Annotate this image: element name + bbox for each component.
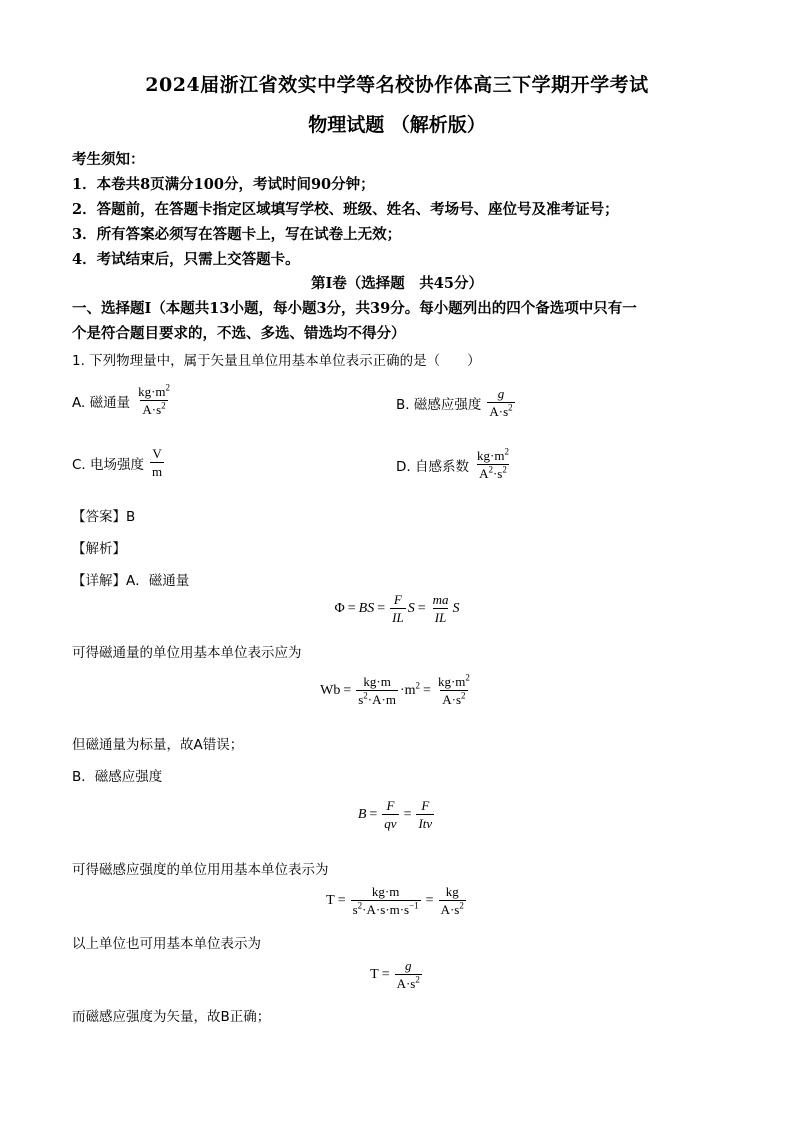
option-a-fraction: $\frac{kg\cdot m^2}{A\cdot s^2}$ xyxy=(138,382,171,417)
answer-line: 【答案】B xyxy=(72,509,136,525)
explanation-text-1: 可得磁通量的单位用基本单位表示应为 xyxy=(72,645,302,661)
notice-heading: 考生须知： xyxy=(72,151,145,168)
option-c-label: C. 电场强度 xyxy=(72,456,145,473)
option-b xyxy=(396,386,517,419)
document-title: 2024届浙江省效实中学等名校协作体高三下学期开学考试 xyxy=(145,74,649,96)
equation-tesla: T = $\frac{kg\cdot m}{s^2\cdot A\cdot s\cdot m\cdot s^{-1}}$ = $\frac{kg}{A\cdot s^2}$ xyxy=(326,884,464,917)
explanation-text-4: 可得磁感应强度的单位用用基本单位表示为 xyxy=(72,862,329,878)
explanation-text-5: 以上单位也可用基本单位表示为 xyxy=(72,936,261,952)
notice-item-3: 3．所有答案必须写在答题卡上，写在试卷上无效； xyxy=(72,226,402,243)
explanation-text-3: B．磁感应强度 xyxy=(72,769,163,785)
analysis-label: 【解析】 xyxy=(72,541,126,557)
section-intro-line1: 一、选择题Ⅰ（本题共13小题，每小题3分，共39分。每小题列出的四个备选项中只有一 xyxy=(72,300,637,317)
option-b-label: B. 磁感应强度 xyxy=(396,396,482,413)
document-subtitle: 物理试题 （解析版） xyxy=(308,114,486,136)
equation-weber: Wb = $\frac{kg\cdot m}{s^2\cdot A\cdot m}$ $\cdot m^2$ = $\frac{kg\cdot m^2}{A\cdot s^2}$ xyxy=(320,672,470,707)
notice-item-2: 2．答题前，在答题卡指定区域填写学校、班级、姓名、考场号、座位号及准考证号； xyxy=(72,201,619,218)
equation-tesla-alt: T = $\frac{g}{A\cdot s^2}$ xyxy=(370,958,420,991)
equation-flux: Φ = BS = $\frac{F}{IL}$ S = $\frac{ma}{IL}$ S xyxy=(334,592,460,625)
option-d xyxy=(396,448,513,481)
section-header: 第Ⅰ卷（选择题 共45分） xyxy=(311,275,483,292)
option-a xyxy=(72,384,174,417)
detail-line: 【详解】A．磁通量 xyxy=(72,573,190,589)
question-stem: 1. 下列物理量中，属于矢量且单位用基本单位表示正确的是（ ） xyxy=(72,353,481,369)
option-d-label: D. 自感系数 xyxy=(396,458,469,475)
option-a-label: A. 磁通量 xyxy=(72,394,131,411)
option-c xyxy=(72,446,166,479)
option-d-fraction: $\frac{kg\cdot m^2}{A^2\cdot s^2}$ xyxy=(476,446,509,481)
notice-item-1: 1．本卷共8页满分100分，考试时间90分钟； xyxy=(72,176,375,193)
equation-field: B = $\frac{F}{qv}$ = $\frac{F}{\text{Itv}}$ xyxy=(357,798,433,831)
notice-item-4: 4．考试结束后，只需上交答题卡。 xyxy=(72,251,300,268)
explanation-text-6: 而磁感应强度为矢量，故B正确； xyxy=(72,1009,271,1025)
explanation-text-2: 但磁通量为标量，故A错误； xyxy=(72,737,244,753)
option-c-fraction: $\frac{V}{m}$ xyxy=(152,446,163,479)
section-intro-line2: 个是符合题目要求的，不选、多选、错选均不得分） xyxy=(72,325,406,342)
option-b-fraction: $\frac{g}{A\cdot s^2}$ xyxy=(489,386,513,419)
